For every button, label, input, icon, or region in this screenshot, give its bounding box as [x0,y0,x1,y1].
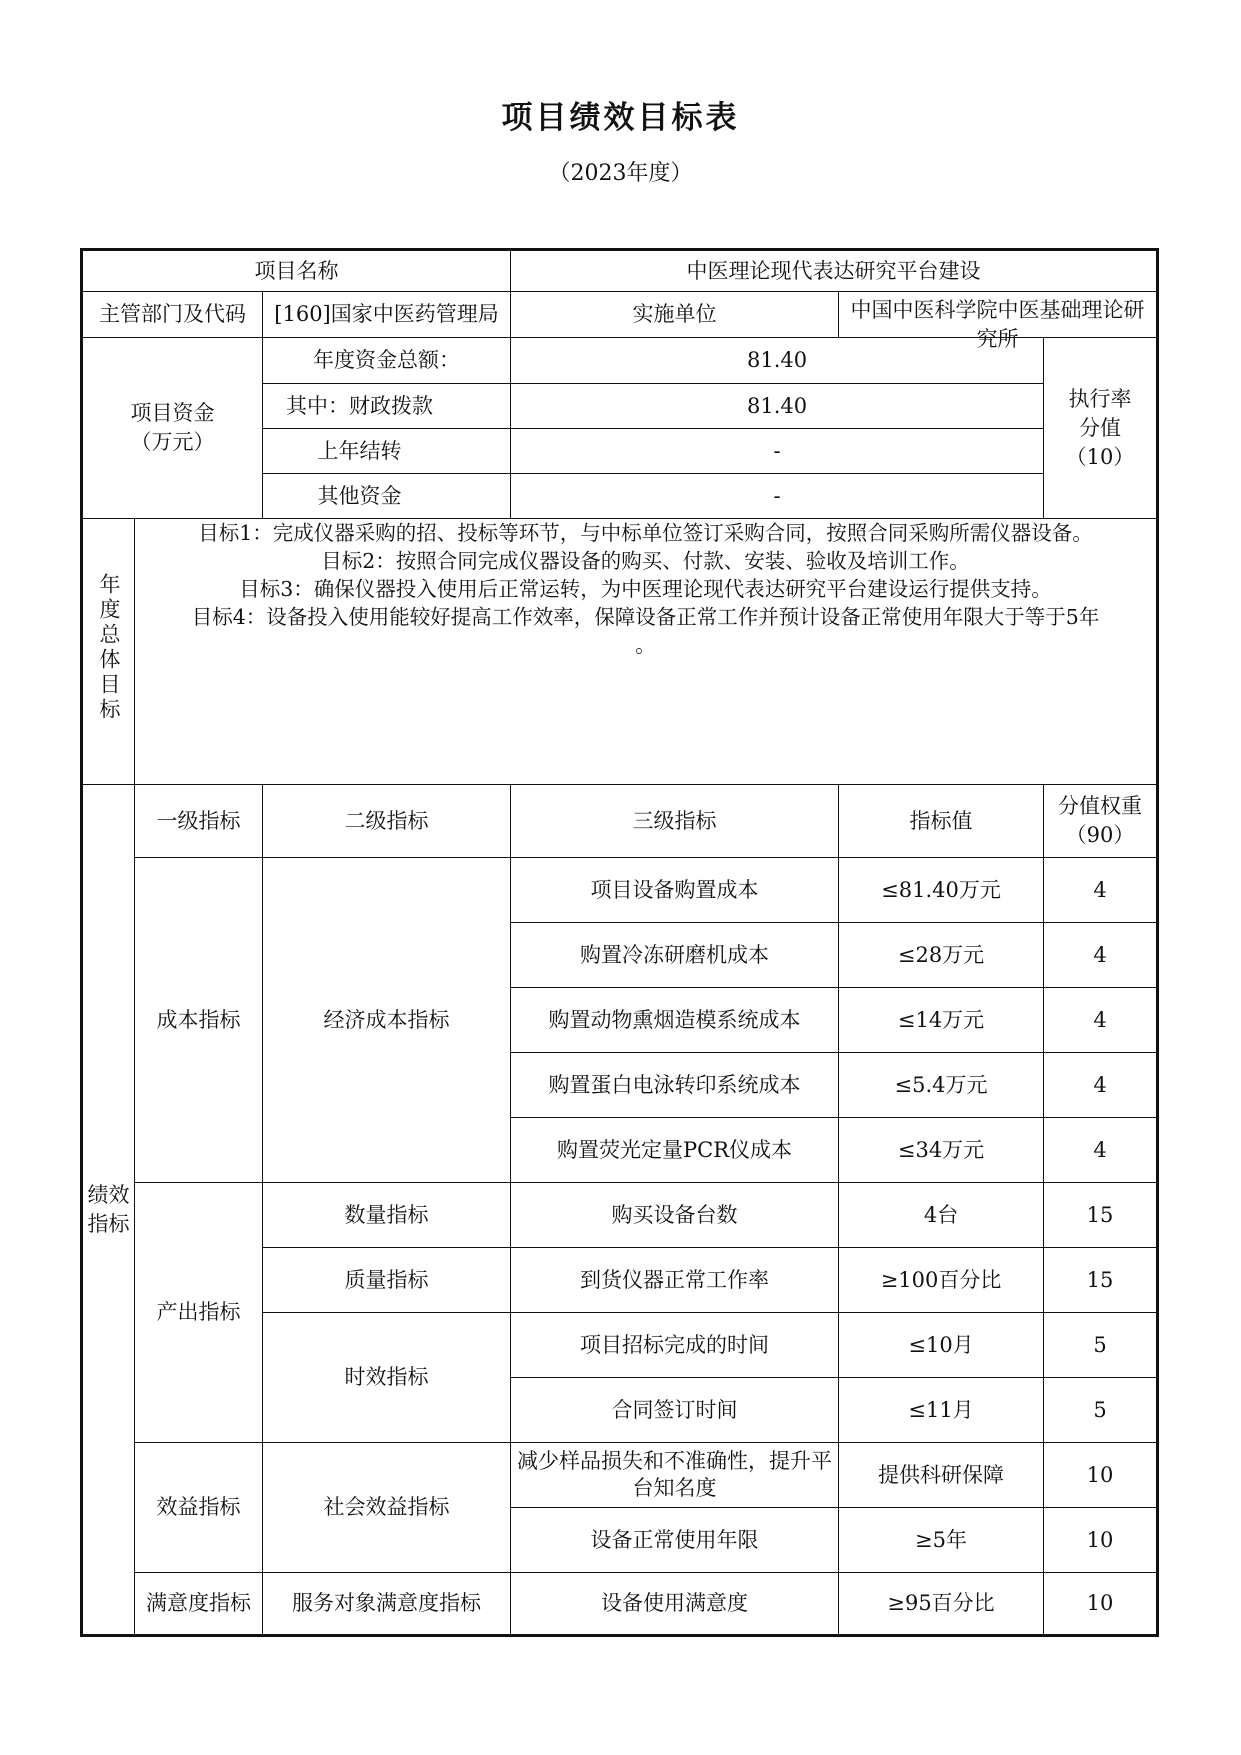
row-item: 减少样品损失和不准确性，提升平台知名度 [511,1443,839,1508]
row-weight: 10 [1044,1573,1158,1636]
funds-label [82,338,263,519]
row-item: 购置动物熏烟造模系统成本 [511,988,839,1053]
row-item: 购置荧光定量PCR仪成本 [511,1118,839,1183]
funds-total-label: 年度资金总额： [263,338,511,384]
row-item: 到货仪器正常工作率 [511,1248,839,1313]
row-weight: 15 [1044,1248,1158,1313]
funds-fiscal-label: 其中：财政拨款 [263,384,511,429]
row-value: ≤14万元 [839,988,1044,1053]
row-value: ≤81.40万元 [839,858,1044,923]
impl-label: 实施单位 [511,292,839,338]
table-row [82,1443,1158,1508]
goals-content [135,519,1158,785]
header-weight-line2: （90） [1065,823,1135,847]
header-level3: 三级指标 [511,785,839,858]
perf-label-cell [82,785,135,1636]
table-row [82,1573,1158,1636]
cost-level1: 成本指标 [135,858,263,1183]
funds-carryover-label: 上年结转 [263,429,511,474]
row-item: 设备正常使用年限 [511,1508,839,1573]
timeliness-level2: 时效指标 [263,1313,511,1443]
impl-value: 中国中医科学院中医基础理论研究所 [850,297,1145,351]
row-weight: 10 [1044,1508,1158,1573]
exec-rate-cell [1044,338,1158,519]
row-weight: 5 [1044,1313,1158,1378]
row-weight: 4 [1044,923,1158,988]
row-item: 购买设备台数 [511,1183,839,1248]
cost-level2: 经济成本指标 [263,858,511,1183]
exec-rate-line1: 执行率 [1068,386,1132,411]
row-item: 项目设备购置成本 [511,858,839,923]
row-value: 4台 [839,1183,1044,1248]
row-item: 合同签订时间 [511,1378,839,1443]
goals-row [82,519,1158,785]
row-value: 提供科研保障 [839,1443,1044,1508]
satisfaction-level1: 满意度指标 [135,1573,263,1636]
goal-item-2: 目标2：按照合同完成仪器设备的购买、付款、安装、验收及培训工作。 [321,549,970,573]
row-weight: 15 [1044,1183,1158,1248]
indicator-header-row [82,785,1158,858]
project-name-row [82,250,1158,292]
perf-label-line1: 绩效 [87,1182,130,1207]
funds-label-line2: （万元） [130,430,215,454]
table-row [82,858,1158,923]
output-level1: 产出指标 [135,1183,263,1443]
row-value: ≤10月 [839,1313,1044,1378]
funds-fiscal-value: 81.40 [511,384,1044,429]
row-weight: 4 [1044,1053,1158,1118]
service-level2: 服务对象满意度指标 [263,1573,511,1636]
exec-rate-line2: 分值 [1079,415,1122,440]
dept-label: 主管部门及代码 [82,292,263,338]
row-value: ≤34万元 [839,1118,1044,1183]
row-value: ≥100百分比 [839,1248,1044,1313]
row-value: ≤28万元 [839,923,1044,988]
dept-row [82,292,1158,338]
perf-label-line2: 指标 [87,1211,130,1236]
goals-label-cell [82,519,135,785]
row-weight: 4 [1044,858,1158,923]
row-item: 项目招标完成的时间 [511,1313,839,1378]
row-weight: 10 [1044,1443,1158,1508]
dept-value: [160]国家中医药管理局 [263,292,511,338]
row-item: 购置冷冻研磨机成本 [511,923,839,988]
header-level1: 一级指标 [135,785,263,858]
row-weight: 5 [1044,1378,1158,1443]
row-weight: 4 [1044,1118,1158,1183]
funds-total-value: 81.40 [511,338,1044,384]
goal-trailing: 。 [635,633,656,657]
performance-table [80,248,1159,1637]
row-value: ≥5年 [839,1508,1044,1573]
funds-other-value: - [511,474,1044,519]
row-item: 购置蛋白电泳转印系统成本 [511,1053,839,1118]
header-weight-line1: 分值权重 [1058,794,1143,818]
social-level2: 社会效益指标 [263,1443,511,1573]
quality-level2: 质量指标 [263,1248,511,1313]
table-row [82,1183,1158,1248]
benefit-level1: 效益指标 [135,1443,263,1573]
goal-item-1: 目标1：完成仪器采购的招、投标等环节，与中标单位签订采购合同，按照合同采购所需仪器设备。 [198,521,1093,545]
funds-other-label: 其他资金 [263,474,511,519]
project-name-value: 中医理论现代表达研究平台建设 [511,250,1158,292]
goal-item-3: 目标3：确保仪器投入使用后正常运转，为中医理论现代表达研究平台建设运行提供支持。 [239,577,1052,601]
goal-item-4: 目标4：设备投入使用能较好提高工作效率，保障设备正常工作并预计设备正常使用年限大于等于5年 [191,605,1100,629]
impl-cell [839,292,1158,351]
row-value: ≤11月 [839,1378,1044,1443]
header-value: 指标值 [839,785,1044,858]
row-value: ≥95百分比 [839,1573,1044,1636]
row-item: 设备使用满意度 [511,1573,839,1636]
quantity-level2: 数量指标 [263,1183,511,1248]
funds-carryover-value: - [511,429,1044,474]
row-weight: 4 [1044,988,1158,1053]
project-name-label: 项目名称 [82,250,511,292]
header-level2: 二级指标 [263,785,511,858]
page-title: 项目绩效目标表 [501,100,740,136]
page-subtitle: （2023年度） [548,161,693,186]
funds-label-line1: 项目资金 [130,401,215,425]
row-value: ≤5.4万元 [839,1053,1044,1118]
goals-label: 年度总体目标 [97,572,121,723]
exec-rate-line3: （10） [1065,444,1135,469]
header-weight [1044,785,1158,858]
